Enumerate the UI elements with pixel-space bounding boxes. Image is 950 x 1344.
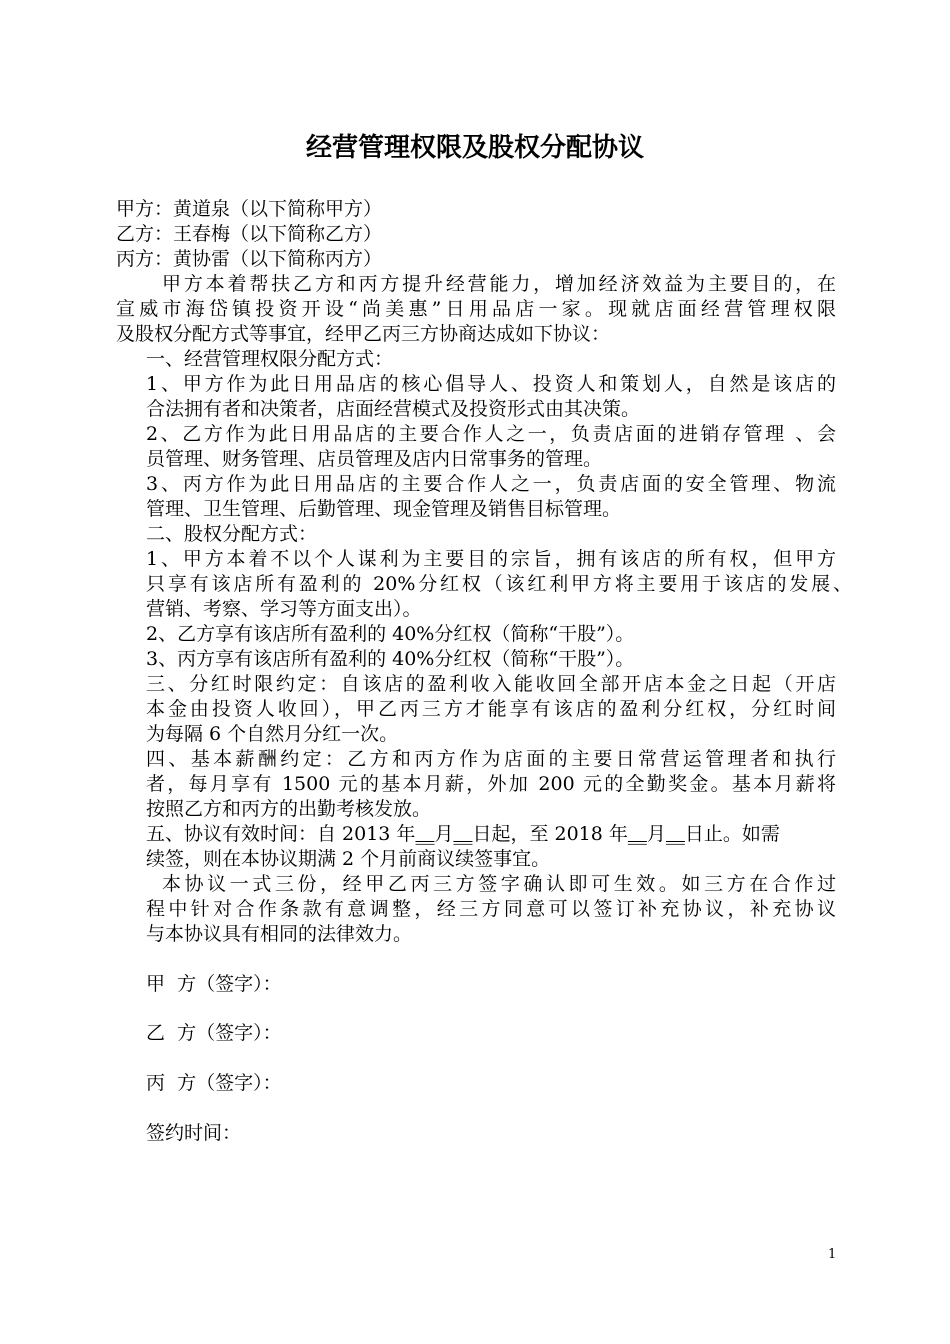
sign-date-label: 签约时间： — [146, 1122, 242, 1144]
party-b: 乙方：王春梅（以下简称乙方） — [116, 223, 383, 245]
section-2-item: 2、乙方享有该店所有盈利的 40%分红权（简称“干股”）。 — [146, 623, 635, 645]
intro-line: 宣威市海岱镇投资开设“尚美惠”日用品店一家。现就店面经营管理权限 — [116, 298, 836, 320]
closing-line: 程中针对合作条款有意调整，经三方同意可以签订补充协议，补充协议 — [146, 898, 836, 920]
signature-party-c: 丙 方（签字）： — [146, 1072, 282, 1094]
section-5-text: 日起，至 2018 年 — [472, 823, 628, 845]
intro-line: 及股权分配方式等事宜，经甲乙丙三方协商达成如下协议： — [116, 323, 611, 345]
section-3-line: 本金由投资人收回），甲乙丙三方才能享有该店的盈利分红权，分红时间 — [146, 698, 836, 720]
document-title: 经营管理权限及股权分配协议 — [305, 133, 644, 163]
section-1-item: 员管理、财务管理、店员管理及店内日常事务的管理。 — [146, 448, 603, 470]
section-5-line: 续签，则在本协议期满 2 个月前商议续签事宜。 — [146, 848, 551, 870]
party-c: 丙方：黄协雷（以下简称丙方） — [116, 248, 383, 270]
section-4-line: 者，每月享有 1500 元的基本月薪，外加 200 元的全勤奖金。基本月薪将 — [146, 773, 836, 795]
section-2-item: 营销、考察、学习等方面支出）。 — [146, 598, 422, 620]
section-1-item: 1、甲方作为此日用品店的核心倡导人、投资人和策划人，自然是该店的 — [146, 373, 836, 395]
blank-month-end: __ — [627, 823, 647, 845]
party-a: 甲方：黄道泉（以下简称甲方） — [116, 198, 383, 220]
section-5-text: 五、协议有效时间：自 2013 年 — [146, 823, 416, 845]
blank-month-start: __ — [415, 823, 435, 845]
blank-day-start: __ — [453, 823, 473, 845]
signature-party-b: 乙 方（签字）： — [146, 1022, 282, 1044]
section-1-item: 合法拥有者和决策者，店面经营模式及投资形式由其决策。 — [146, 398, 641, 420]
section-5-text: 月 — [434, 823, 454, 845]
intro-line: 甲方本着帮扶乙方和丙方提升经营能力，增加经济效益为主要目的，在 — [162, 273, 836, 295]
section-3-line: 三、分红时限约定：自该店的盈利收入能收回全部开店本金之日起（开店 — [146, 673, 836, 695]
section-4-line: 按照乙方和丙方的出勤考核发放。 — [146, 798, 432, 820]
section-1-item: 3、丙方作为此日用品店的主要合作人之一，负责店面的安全管理、物流 — [146, 473, 836, 495]
section-1-heading: 一、经营管理权限分配方式： — [146, 348, 394, 370]
section-5-text: 月 — [646, 823, 666, 845]
section-2-heading: 二、股权分配方式： — [146, 523, 318, 545]
section-5-line — [146, 822, 780, 846]
signature-party-a: 甲 方（签字）： — [146, 973, 282, 995]
section-5-text: 日止。如需 — [684, 823, 780, 845]
section-2-item: 3、丙方享有该店所有盈利的 40%分红权（简称“干股”）。 — [146, 648, 635, 670]
section-2-item: 只享有该店所有盈利的 20%分红权（该红利甲方将主要用于该店的发展、 — [146, 573, 852, 595]
section-1-item: 2、乙方作为此日用品店的主要合作人之一，负责店面的进销存管理 、会 — [146, 423, 836, 445]
section-2-item: 1、甲方本着不以个人谋利为主要目的宗旨，拥有该店的所有权，但甲方 — [146, 548, 836, 570]
section-3-line: 为每隔 6 个自然月分红一次。 — [146, 723, 399, 745]
section-4-line: 四、基本薪酬约定：乙方和丙方作为店面的主要日常营运管理者和执行 — [146, 748, 836, 770]
section-1-item: 管理、卫生管理、后勤管理、现金管理及销售目标管理。 — [146, 498, 622, 520]
page-number: 1 — [828, 1247, 837, 1262]
closing-line: 与本协议具有相同的法律效力。 — [146, 923, 413, 945]
closing-line: 本协议一式三份，经甲乙丙三方签字确认即可生效。如三方在合作过 — [162, 873, 836, 895]
blank-day-end: __ — [665, 823, 685, 845]
